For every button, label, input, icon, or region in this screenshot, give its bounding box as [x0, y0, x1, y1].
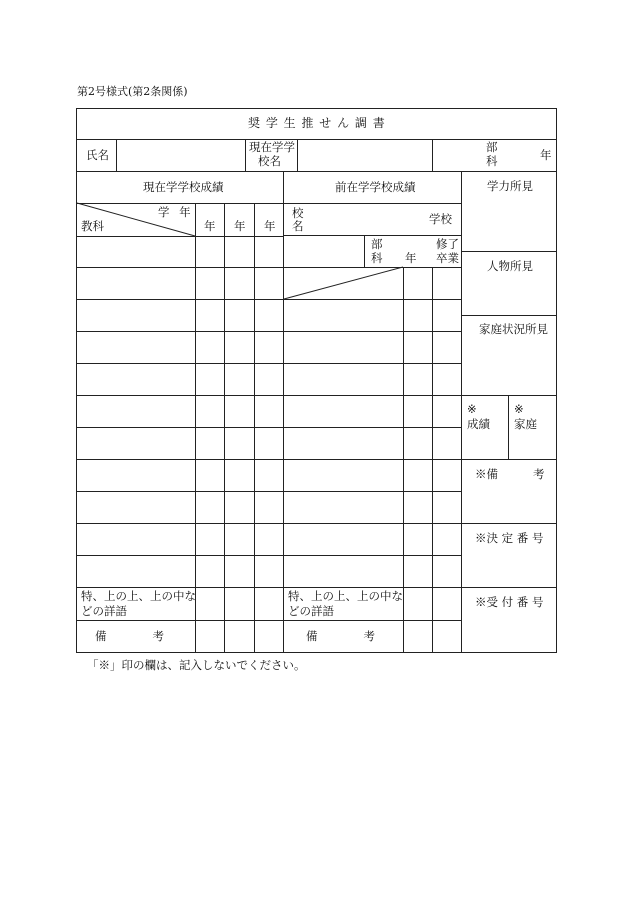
home-label: 家庭 [514, 417, 537, 431]
mark-home: ※ [514, 402, 524, 416]
receipt-number-label: ※受 付 番 号 [475, 595, 544, 609]
school-label: 学校 [429, 212, 452, 226]
name-label: 氏名 [86, 148, 109, 162]
academic-assessment-label: 学力所見 [487, 179, 533, 193]
subject-label: 教科 [81, 219, 104, 233]
year-col-1: 年 [204, 219, 216, 233]
school-name-label-1: 校 [292, 206, 304, 220]
graduated-label: 卒業 [436, 251, 459, 265]
year-col-2: 年 [234, 219, 246, 233]
previous-detail-label-2: どの詳語 [288, 604, 334, 618]
current-remarks-label: 備 考 [95, 629, 164, 643]
school-name-label-2: 名 [292, 219, 304, 233]
completed-label: 修了 [436, 237, 459, 251]
prev-year-label: 年 [405, 251, 417, 265]
previous-remarks-label: 備 考 [306, 629, 375, 643]
current-detail-label-2: どの詳語 [81, 604, 127, 618]
character-assessment-label: 人物所見 [487, 259, 533, 273]
previous-detail-label-1: 特、上の上、上の中な [288, 589, 403, 603]
current-school-label-2: 校名 [258, 154, 281, 168]
year-col-3: 年 [264, 219, 276, 233]
side-remarks-label-2: 考 [533, 467, 545, 481]
grade-label: 学 年 [158, 205, 194, 219]
current-detail-label-1: 特、上の上、上の中な [81, 589, 196, 603]
mark-grades: ※ [467, 402, 477, 416]
side-remarks-label: ※備 [475, 467, 498, 481]
previous-school-heading: 前在学学校成績 [335, 180, 416, 194]
grades-label: 成績 [467, 417, 490, 431]
prev-faculty-label: 科 [371, 251, 383, 265]
form-title: 奨 学 生 推 せ ん 調 書 [248, 116, 386, 130]
current-school-label-1: 現在学学 [249, 140, 295, 154]
footnote: 「※」印の欄は、記入しないでください。 [87, 658, 306, 672]
faculty-label: 科 [486, 154, 498, 168]
form-label: 第2号様式(第2条関係) [77, 85, 188, 98]
family-assessment-label: 家庭状況所見 [479, 322, 548, 336]
year-label: 年 [540, 148, 552, 162]
prev-dept-label: 部 [371, 237, 383, 251]
dept-label: 部 [486, 140, 498, 154]
decision-number-label: ※決 定 番 号 [475, 531, 544, 545]
current-school-heading: 現在学学校成績 [143, 180, 224, 194]
